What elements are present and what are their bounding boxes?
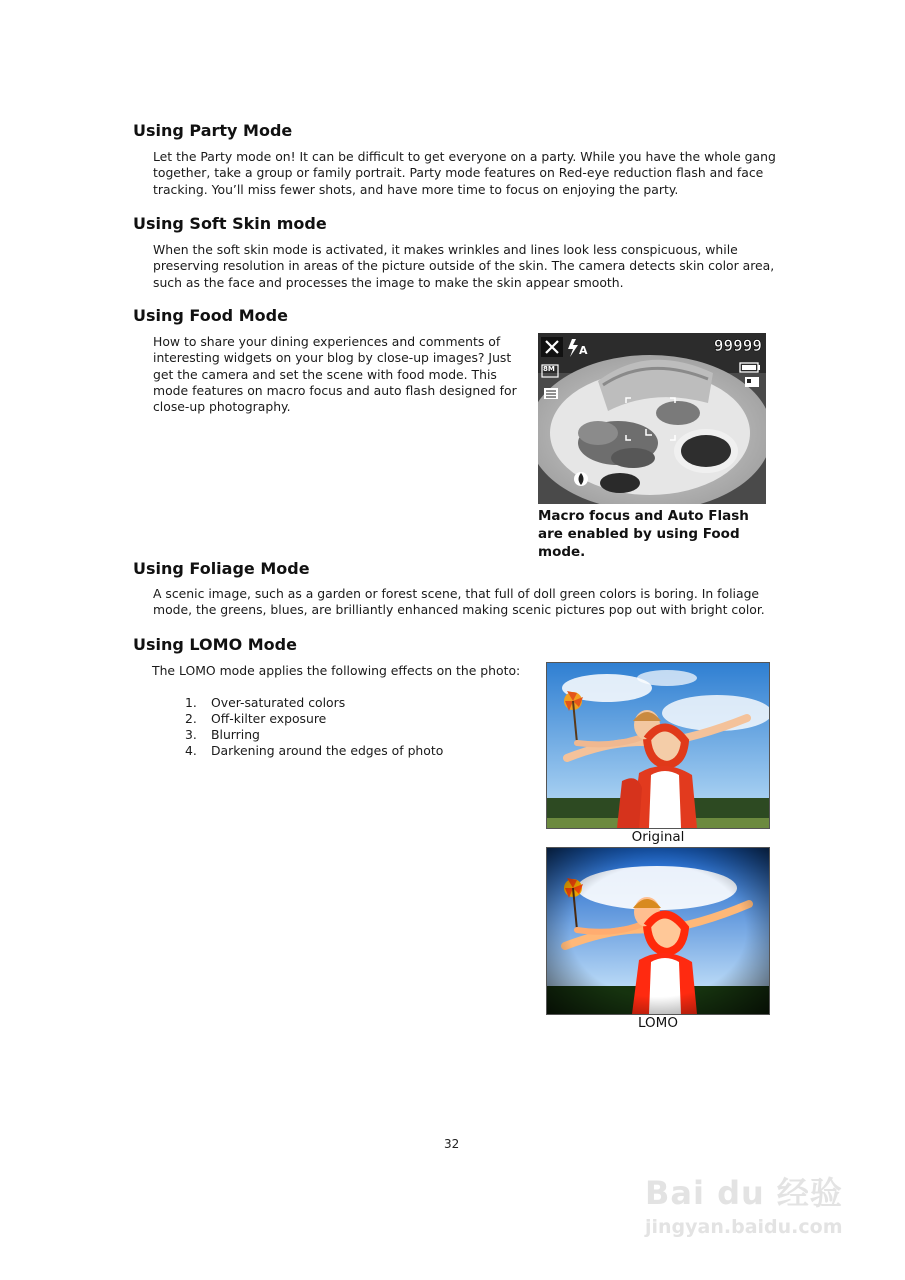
foliage-mode-body: A scenic image, such as a garden or forest scene, that full of doll green colors is boring. In foliage mode, the greens, blues, are brilliantly enhanced making scenic pictures pop out with bright color.	[153, 586, 765, 618]
svg-text:A: A	[579, 344, 588, 357]
baidu-watermark-url: jingyan.baidu.com	[645, 1216, 843, 1238]
lomo-effects-list	[185, 695, 505, 759]
soft-skin-mode-heading: Using Soft Skin mode	[133, 214, 327, 233]
food-mode-camera-screen	[538, 333, 766, 504]
food-scene-icon	[541, 337, 563, 357]
party-mode-heading: Using Party Mode	[133, 121, 293, 140]
baidu-watermark-logo: Bai du 经验	[645, 1174, 843, 1212]
food-mode-heading: Using Food Mode	[133, 306, 288, 325]
lomo-photo	[546, 847, 770, 1015]
soft-skin-mode-body: When the soft skin mode is activated, it makes wrinkles and lines look less conspicuous, while preserving resolution in areas of the picture outside of the skin. The camera detects skin color area, such as the face and processes the image to make the skin appear smooth.	[153, 242, 775, 290]
lomo-mode-heading: Using LOMO Mode	[133, 635, 297, 654]
list-item: 2. Off-kilter exposure	[185, 711, 327, 726]
page-number: 32	[444, 1137, 460, 1151]
party-mode-body: Let the Party mode on! It can be difficult to get everyone on a party. While you have the whole gang together, take a group or family portrait. Party mode features on Red-eye reduction flash and face tracking. You’ll miss fewer shots, and have more time to focus on enjoying the party.	[153, 149, 776, 197]
quality-icon	[544, 388, 558, 399]
lomo-caption: LOMO	[638, 1015, 678, 1031]
original-photo	[546, 662, 770, 829]
foliage-mode-heading: Using Foliage Mode	[133, 559, 310, 578]
macro-icon	[574, 472, 588, 486]
original-caption: Original	[631, 829, 685, 845]
food-mode-caption: Macro focus and Auto Flash are enabled by using Food mode.	[538, 508, 749, 560]
food-photo-image	[538, 333, 766, 504]
lomo-mode-intro: The LOMO mode applies the following effects on the photo:	[152, 663, 521, 678]
list-item: 4. Darkening around the edges of photo	[185, 743, 444, 758]
svg-text:99999: 99999	[713, 336, 762, 355]
list-item: 1. Over-saturated colors	[185, 695, 346, 710]
storage-icon	[745, 377, 759, 387]
food-mode-body: How to share your dining experiences and comments of interesting widgets on your blog by close-up images? Just get the camera and set the scene with food mode. This mode features on macro focus and auto flash designed for close-up photography.	[153, 334, 517, 415]
list-item: 3. Blurring	[185, 727, 260, 742]
svg-text:8M: 8M	[543, 365, 555, 373]
